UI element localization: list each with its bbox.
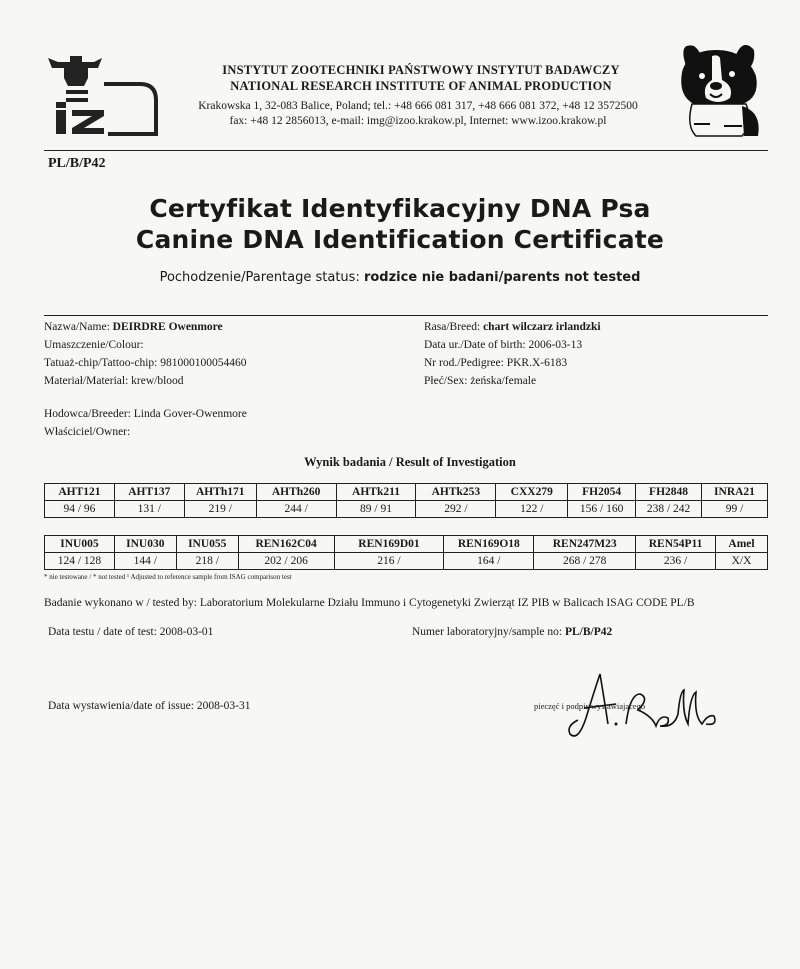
lab-number-value: PL/B/P42 xyxy=(564,626,613,638)
table-1-header-cell: AHTh260 xyxy=(256,484,336,501)
table-1-header-cell: FH2848 xyxy=(636,484,702,501)
table-2-header-cell: INU005 xyxy=(45,536,115,553)
field-breeder-label: Hodowca/Breeder: xyxy=(44,408,134,420)
table-1-value-cell: 244 / xyxy=(256,501,336,518)
field-breed xyxy=(424,321,601,333)
field-owner xyxy=(44,426,130,438)
table-1-value-cell: 94 / 96 xyxy=(45,501,115,518)
field-name xyxy=(44,321,223,333)
table-2-header-cell: REN162C04 xyxy=(238,536,334,553)
table-1-value-cell: 89 / 91 xyxy=(336,501,416,518)
field-sex-label: Płeć/Sex: xyxy=(424,375,471,387)
field-breed-value: chart wilczarz irlandzki xyxy=(483,321,601,333)
field-sex-value: żeńska/female xyxy=(470,375,537,387)
table-2-header-cell: Amel xyxy=(716,536,768,553)
table-footnote: * nie testowane / * not tested ¹ Adjusted to reference sample from ISAG comparison test xyxy=(44,573,292,581)
table-2-header-cell: REN54P11 xyxy=(636,536,716,553)
table-1-value-cell: 156 / 160 xyxy=(568,501,636,518)
table-2-value-cell: X/X xyxy=(716,553,768,570)
field-dob xyxy=(424,339,582,351)
field-breeder xyxy=(44,408,247,420)
field-colour-label: Umaszczenie/Colour: xyxy=(44,339,144,351)
field-sex xyxy=(424,375,536,387)
field-pedigree xyxy=(424,357,567,369)
lab-number xyxy=(412,626,612,638)
stamp-label: pieczęć i podpis wystawiającego xyxy=(534,701,646,711)
table-2-header-cell: REN169D01 xyxy=(334,536,444,553)
signature-image xyxy=(556,668,726,748)
field-material-value: krew/blood xyxy=(131,375,184,387)
field-owner-label: Właściciel/Owner: xyxy=(44,426,131,438)
field-chip xyxy=(44,357,246,369)
table-2-value-cell: 216 / xyxy=(334,553,444,570)
table-2-header-cell: INU030 xyxy=(114,536,176,553)
table-1-value-cell: 99 / xyxy=(701,501,767,518)
table-2-value-cell: 218 / xyxy=(176,553,238,570)
table-1-header-cell: INRA21 xyxy=(701,484,767,501)
table-1-header-cell: AHT121 xyxy=(45,484,115,501)
lab-number-label: Numer laboratoryjny/sample no: xyxy=(412,626,565,638)
table-2-header-cell: REN169O18 xyxy=(444,536,534,553)
table-2-value-row xyxy=(45,553,768,570)
results-table-2 xyxy=(44,535,768,570)
table-1-value-cell: 219 / xyxy=(184,501,256,518)
table-2-header-cell: REN247M23 xyxy=(534,536,636,553)
field-chip-value: 981000100054460 xyxy=(160,357,247,369)
table-1-header-cell: AHT137 xyxy=(114,484,184,501)
tested-by: Badanie wykonano w / tested by: Laboratorium Molekularne Działu Immuno i Cytogenetyki Zwierząt IZ PIB w Balicach ISAG CODE PL/B xyxy=(44,597,695,609)
table-1-value-cell: 131 / xyxy=(114,501,184,518)
field-name-label: Nazwa/Name: xyxy=(44,321,113,333)
title-en: Canine DNA Identification Certificate xyxy=(135,225,665,254)
table-2-value-cell: 268 / 278 xyxy=(534,553,636,570)
certificate-code: PL/B/P42 xyxy=(48,156,106,171)
table-1-header-cell: AHTk253 xyxy=(416,484,496,501)
parentage-value: rodzice nie badani/parents not tested xyxy=(363,270,641,285)
field-material-label: Materiał/Material: xyxy=(44,375,132,387)
header-divider xyxy=(44,150,768,151)
institute-address: Krakowska 1, 32-083 Balice, Poland; tel.: +48 666 081 317, +48 666 081 372, +48 12 3572500 xyxy=(198,100,638,112)
field-dob-label: Data ur./Date of birth: xyxy=(424,339,529,351)
table-2-value-cell: 124 / 128 xyxy=(45,553,115,570)
field-breeder-value: Linda Gover-Owenmore xyxy=(133,408,247,420)
field-chip-label: Tatuaż-chip/Tattoo-chip: xyxy=(44,357,161,369)
field-colour xyxy=(44,339,144,351)
field-pedigree-label: Nr rod./Pedigree: xyxy=(424,357,507,369)
field-name-value: DEIRDRE Owenmore xyxy=(112,321,223,333)
institute-name-en: NATIONAL RESEARCH INSTITUTE OF ANIMAL PRODUCTION xyxy=(230,79,612,93)
field-pedigree-value: PKR.X-6183 xyxy=(506,357,568,369)
table-1-header-cell: CXX279 xyxy=(496,484,568,501)
results-table-1 xyxy=(44,483,768,518)
result-title: Wynik badania / Result of Investigation xyxy=(304,455,516,469)
table-2-header-row xyxy=(45,536,768,553)
table-1-header-cell: FH2054 xyxy=(568,484,636,501)
table-1-value-cell: 238 / 242 xyxy=(636,501,702,518)
table-2-value-cell: 144 / xyxy=(114,553,176,570)
table-1-value-row xyxy=(45,501,768,518)
table-1-value-cell: 292 / xyxy=(416,501,496,518)
field-breed-label: Rasa/Breed: xyxy=(424,321,484,333)
field-dob-value: 2006-03-13 xyxy=(528,339,583,351)
table-1-header-cell: AHTh171 xyxy=(184,484,256,501)
section-divider xyxy=(44,315,768,316)
issue-date: Data wystawienia/date of issue: 2008-03-31 xyxy=(48,700,251,712)
field-material xyxy=(44,375,184,387)
table-1-header-cell: AHTk211 xyxy=(336,484,416,501)
table-1-value-cell: 122 / xyxy=(496,501,568,518)
table-1-header-row xyxy=(45,484,768,501)
table-2-header-cell: INU055 xyxy=(176,536,238,553)
test-date: Data testu / date of test: 2008-03-01 xyxy=(48,626,214,638)
parentage-status xyxy=(0,270,800,285)
institute-logo xyxy=(44,52,162,136)
table-2-value-cell: 164 / xyxy=(444,553,534,570)
table-2-value-cell: 236 / xyxy=(636,553,716,570)
parentage-label: Pochodzenie/Parentage status: xyxy=(159,270,364,285)
table-2-value-cell: 202 / 206 xyxy=(238,553,334,570)
institute-contact: fax: +48 12 2856013, e-mail: img@izoo.krakow.pl, Internet: www.izoo.krakow.pl xyxy=(229,115,607,127)
title-pl: Certyfikat Identyfikacyjny DNA Psa xyxy=(149,194,651,223)
dog-logo xyxy=(672,36,764,138)
institute-name-pl: INSTYTUT ZOOTECHNIKI PAŃSTWOWY INSTYTUT BADAWCZY xyxy=(222,63,620,77)
